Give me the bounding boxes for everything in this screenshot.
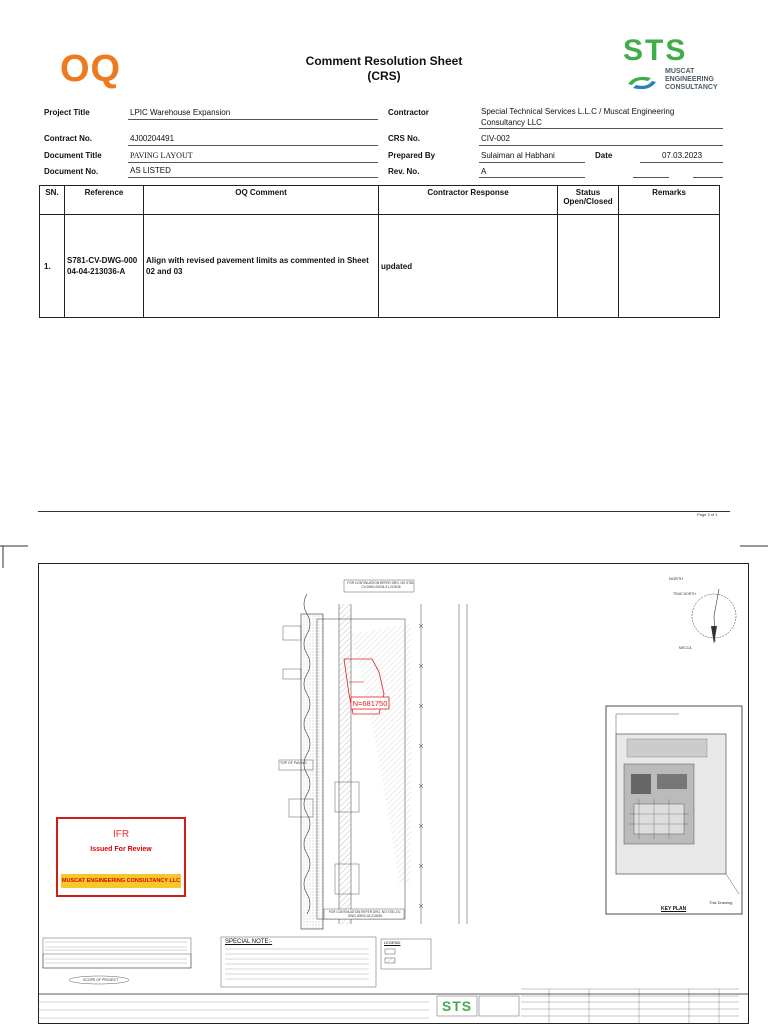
legend-title: LEGEND	[384, 940, 401, 945]
paving-layout-drawing	[38, 563, 749, 1024]
contract-no-value: 4J00204491	[130, 134, 175, 143]
ifr-subtitle: Issued For Review	[90, 846, 152, 853]
header-reference: Reference	[65, 186, 144, 215]
date-label: Date	[595, 151, 613, 160]
this-drawing-label: This Drawing	[709, 900, 733, 905]
underline	[128, 145, 378, 146]
underline	[128, 177, 378, 178]
table-row	[40, 215, 720, 318]
sts-sub-2: ENGINEERING	[665, 76, 715, 83]
sts-logo-subtitle	[665, 68, 733, 92]
hatched-pavement	[339, 604, 351, 924]
special-note-title: SPECIAL NOTE:-	[225, 939, 273, 945]
document-no-value: AS LISTED	[130, 166, 171, 175]
crs-no-label: CRS No.	[388, 134, 420, 143]
scope-label: SCOPE OF PROJECT	[83, 978, 119, 982]
mecca-label: MECCA	[679, 646, 692, 650]
rev-no-label: Rev. No.	[388, 167, 420, 176]
ifr-company: MUSCAT ENGINEERING CONSULTANCY LLC	[61, 874, 181, 888]
underline	[479, 177, 585, 178]
sts-emblem-icon	[625, 72, 659, 94]
cell-sn: 1.	[40, 215, 65, 318]
underline	[693, 177, 723, 178]
project-title-value: LPIC Warehouse Expansion	[130, 108, 231, 117]
top-of-paving-label: TOP OF PAVING	[280, 761, 307, 765]
header-contractor-response: Contractor Response	[379, 186, 558, 215]
underline	[128, 119, 378, 120]
north-label: NORTH	[669, 576, 684, 581]
cell-remarks	[619, 215, 720, 318]
rev-no-value: A	[481, 167, 487, 176]
underline	[640, 162, 723, 163]
page-divider	[38, 511, 730, 512]
sts-sub-1: MUSCAT	[665, 68, 695, 75]
underline	[128, 162, 378, 163]
underline	[479, 128, 723, 129]
true-north-label: TRUE NORTH	[673, 592, 696, 596]
continuation-bottom: FOR CONTINUATION REFER DRG. NO S781-CV-DWG-00004-03-213036	[328, 910, 402, 918]
cell-contractor-response: updated	[379, 215, 558, 318]
drawing-svg	[39, 564, 749, 1024]
header-status-1: Status	[575, 188, 601, 197]
ifr-title: IFR	[112, 829, 130, 840]
underline	[479, 162, 585, 163]
header-oq-comment: OQ Comment	[144, 186, 379, 215]
contractor-value-1: Special Technical Services L.L.C / Muscat Engineering	[481, 107, 675, 116]
title-line2: (CRS)	[367, 69, 401, 83]
cell-status	[558, 215, 619, 318]
title-block-sts-logo: STS	[441, 998, 473, 1014]
header-status-2: Open/Closed	[563, 197, 613, 206]
document-title-value: PAVING LAYOUT	[130, 151, 193, 160]
contractor-label: Contractor	[388, 108, 429, 117]
key-plan-title: KEY PLAN	[661, 906, 687, 912]
crs-table	[39, 185, 720, 318]
oq-logo: OQ	[60, 48, 122, 90]
contract-no-label: Contract No.	[44, 134, 92, 143]
sts-logo-text: STS	[623, 34, 688, 67]
cell-oq-comment: Align with revised pavement limits as commented in Sheet 02 and 03	[144, 215, 379, 318]
sts-logo	[623, 36, 733, 92]
cell-reference: S781-CV-DWG-00004-04-213036-A	[65, 215, 144, 318]
red-northing-label: N=681750	[352, 699, 388, 708]
underline	[479, 145, 723, 146]
page-number: Page 3 of 1	[697, 512, 718, 517]
header-remarks: Remarks	[619, 186, 720, 215]
ifr-stamp	[56, 817, 186, 897]
date-value: 07.03.2023	[662, 151, 703, 160]
document-no-label: Document No.	[44, 167, 99, 176]
prepared-by-label: Prepared By	[388, 151, 436, 160]
sts-sub-3: CONSULTANCY	[665, 84, 718, 91]
header-sn: SN.	[40, 186, 65, 215]
prepared-by-value: Sulaiman al Habhani	[481, 151, 555, 160]
contractor-value-2: Consultancy LLC	[481, 118, 542, 127]
project-title-label: Project Title	[44, 108, 90, 117]
underline	[633, 177, 669, 178]
crs-no-value: CIV-002	[481, 134, 510, 143]
table-header-row	[40, 186, 720, 215]
title-line1: Comment Resolution Sheet	[305, 54, 463, 68]
header-status	[558, 186, 619, 215]
continuation-top: FOR CONTINUATION REFER DRG. NO S781-CV-DWG-00004-01-213036	[347, 581, 415, 589]
document-title-label: Document Title	[44, 151, 102, 160]
